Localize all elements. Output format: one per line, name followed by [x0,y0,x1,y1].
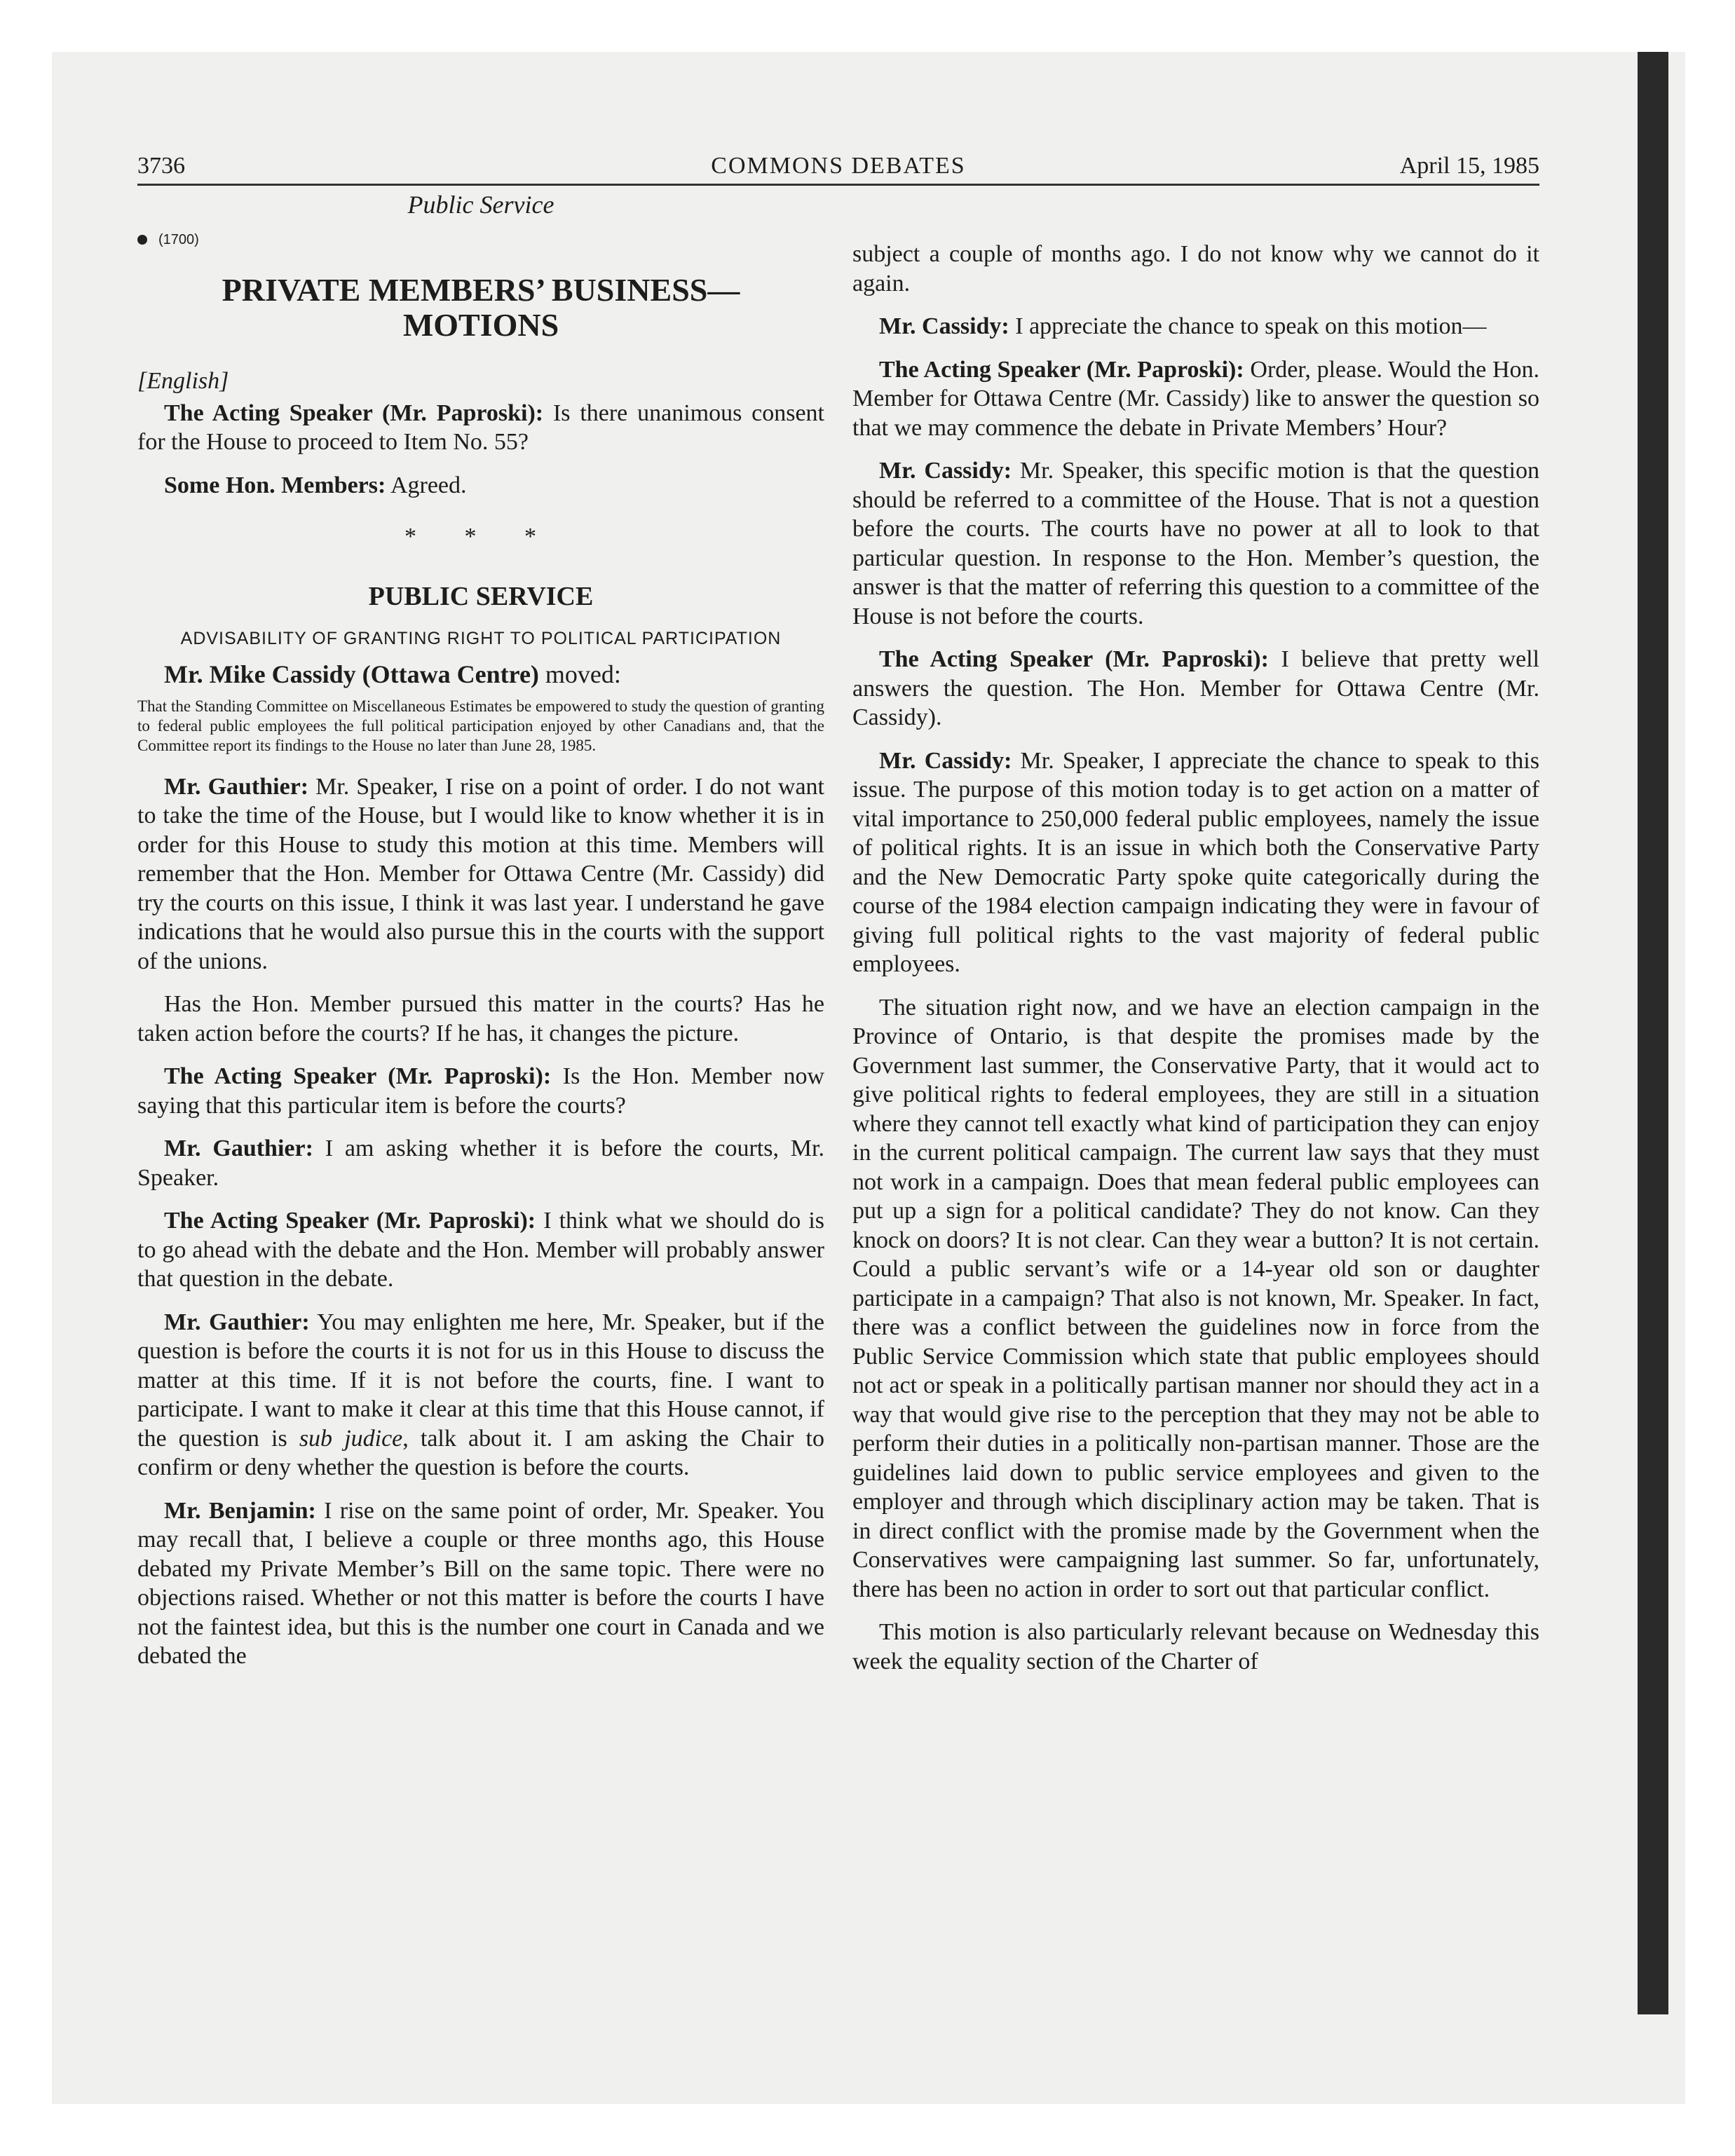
speech: Is there unanimous consent for the House to proceed to Item No. 55? [137,400,825,455]
speech: Is the Hon. Member now saying that this particular item is before the courts? [137,1063,824,1119]
paragraph [852,312,1539,341]
speaker: Mr. Gauthier: [164,1135,313,1161]
moved-label: moved: [538,660,621,688]
section-heading: PRIVATE MEMBERS’ BUSINESS— MOTIONS [222,272,740,343]
speech: I rise on the same point of order, Mr. Speaker. You may recall that, I believe a couple or three months ago, this House debated my Private Member’s Bill on the same topic. There were no objections raised. Whether or not this matter is before the courts I have not the faintest idea, but this is the number one court in Canada and we debated the [137,1497,825,1669]
speaker: The Acting Speaker (Mr. Paproski): [164,1063,552,1089]
paragraph [137,772,824,976]
paragraph: The situation right now, and we have an election campaign in the Province of Ontario, is that despite the promises made by the Government last summer, the Conservative Party, that it would act to give political rights to federal employees, they are still in a situation where they cannot tell exactly what kind of participation they can enjoy in the current political campaign. The current law says that they must not work in a campaign. Does that mean federal public employees can put up a sign for a political candidate? They do not know. Can they knock on doors? It is not clear. Can they wear a button? It is not certain. Could a public servant’s wife or a 14-year old son or daughter participate in a campaign? That also is not known, Mr. Speaker. In fact, there was a conflict between the guidelines now in force from the Public Service Commission which state that public employees should not act or speak in a politically partisan manner nor should they act in a way that would give rise to the perception that they may not be able to perform their duties in a politically non-partisan manner. Those are the guidelines laid down to public service employees and given to the employer and through which disciplinary action may be taken. That is in direct conflict with the promise made by the Government when the Conservatives were campaigning last summer. So far, unfortunately, there has been no action in order to sort out that particular conflict. [852,994,1539,1602]
paragraph [852,645,1539,732]
speaker: Some Hon. Members: [164,472,386,498]
mover: Mr. Mike Cassidy (Ottawa Centre) [164,660,539,688]
speaker: The Acting Speaker (Mr. Paproski): [879,646,1269,672]
paragraph [852,355,1539,443]
speech: I believe that pretty well answers the question. The Hon. Member for Ottawa Centre (Mr. Cassidy). [852,646,1539,730]
mover-line [137,660,824,690]
speaker: Mr. Gauthier: [164,773,309,800]
right-column [852,240,1539,1690]
time-label: (1700) [158,231,199,247]
speaker: Mr. Cassidy: [879,313,1009,339]
issue-date: April 15, 1985 [1399,153,1539,179]
time-stamp [137,226,824,255]
speech: I am asking whether it is before the courts, Mr. Speaker. [137,1135,824,1191]
speech: You may enlighten me here, Mr. Speaker, but if the question is before the courts it is not for us in this House to discuss the matter at this time. If it is not before the courts, fine. I want to participate. I want to make it clear at this time that this House cannot, if the question is [137,1309,824,1452]
left-column [137,191,824,1685]
speech: , talk about it. I am asking the Chair to confirm or deny whether the question is before the courts. [137,1425,824,1480]
speech: Mr. Speaker, this specific motion is that the question should be referred to a committee of the House. That is not a question before the courts. The courts have no power at all to look to that particular question. In response to the Hon. Member’s question, the answer is that the matter of referring this question to a committee of the House is not before the courts. [852,458,1539,629]
speech: Agreed. [386,472,467,498]
paragraph [137,1206,824,1294]
paragraph [852,746,1539,979]
speaker: Mr. Cassidy: [879,747,1012,774]
page-header [137,140,1539,186]
paragraph: subject a couple of months ago. I do not know why we cannot do it again. [852,241,1539,296]
speaker: The Acting Speaker (Mr. Paproski): [879,356,1244,383]
speech: I appreciate the chance to speak on this motion— [1009,313,1487,339]
speaker: The Acting Speaker (Mr. Paproski): [164,1208,536,1234]
paragraph [137,1496,824,1671]
paragraph [137,1134,824,1192]
page-number: 3736 [137,153,185,179]
speech: Mr. Speaker, I rise on a point of order. I do not want to take the time of the House, but I would like to know whether it is in order for this House to study this motion at this time. Members will remember that the Hon. Member for Ottawa Centre (Mr. Cassidy) did try the courts on this issue, I think it was last year. I understand he gave indications that he would also pursue this in the courts with the support of the unions. [137,773,824,974]
running-head: Public Service [407,191,554,219]
speaker: The Acting Speaker (Mr. Paproski): [164,400,544,426]
separator-stars: * * * [404,524,557,550]
subject-heading: PUBLIC SERVICE [368,581,594,611]
paragraph: This motion is also particularly relevant because on Wednesday this week the equality section of the Charter of [852,1619,1539,1674]
speech: Order, please. Would the Hon. Member for Ottawa Centre (Mr. Cassidy) like to answer the question so that we may commence the debate in Private Members’ Hour? [852,356,1540,441]
speaker: Mr. Gauthier: [164,1309,310,1335]
bullet-icon [137,235,147,245]
paragraph [137,1062,824,1120]
speech: I think what we should do is to go ahead with the debate and the Hon. Member will probably answer that question in the debate. [137,1208,824,1292]
speech: Mr. Speaker, I appreciate the chance to speak to this issue. The purpose of this motion today is to get action on a matter of vital importance to 250,000 federal public employees, namely the issue of political rights. It is an issue in which both the Conservative Party and the New Democratic Party spoke quite categorically during the course of the 1984 election campaign indicating they were in favour of giving full political rights to the vast majority of federal public employees. [852,747,1539,977]
scan-edge [1638,52,1668,2014]
speaker: Mr. Benjamin: [164,1497,316,1524]
italic-term: sub judice [299,1425,403,1452]
language-note: [English] [137,368,229,394]
subject-subheading: ADVISABILITY OF GRANTING RIGHT TO POLITICAL PARTICIPATION [180,629,782,648]
paragraph [852,456,1539,631]
publication-title: COMMONS DEBATES [711,153,966,179]
paragraph [137,471,824,500]
paragraph: Has the Hon. Member pursued this matter in the courts? Has he taken action before the courts? If he has, it changes the picture. [137,991,824,1046]
speaker: Mr. Cassidy: [879,458,1012,484]
paragraph [137,399,824,457]
motion-text: That the Standing Committee on Miscellaneous Estimates be empowered to study the question of granting to federal public employees the full political participation enjoyed by other Canadians and, that the Committee report its findings to the House no later than June 28, 1985. [137,697,824,754]
paragraph [137,1308,824,1482]
